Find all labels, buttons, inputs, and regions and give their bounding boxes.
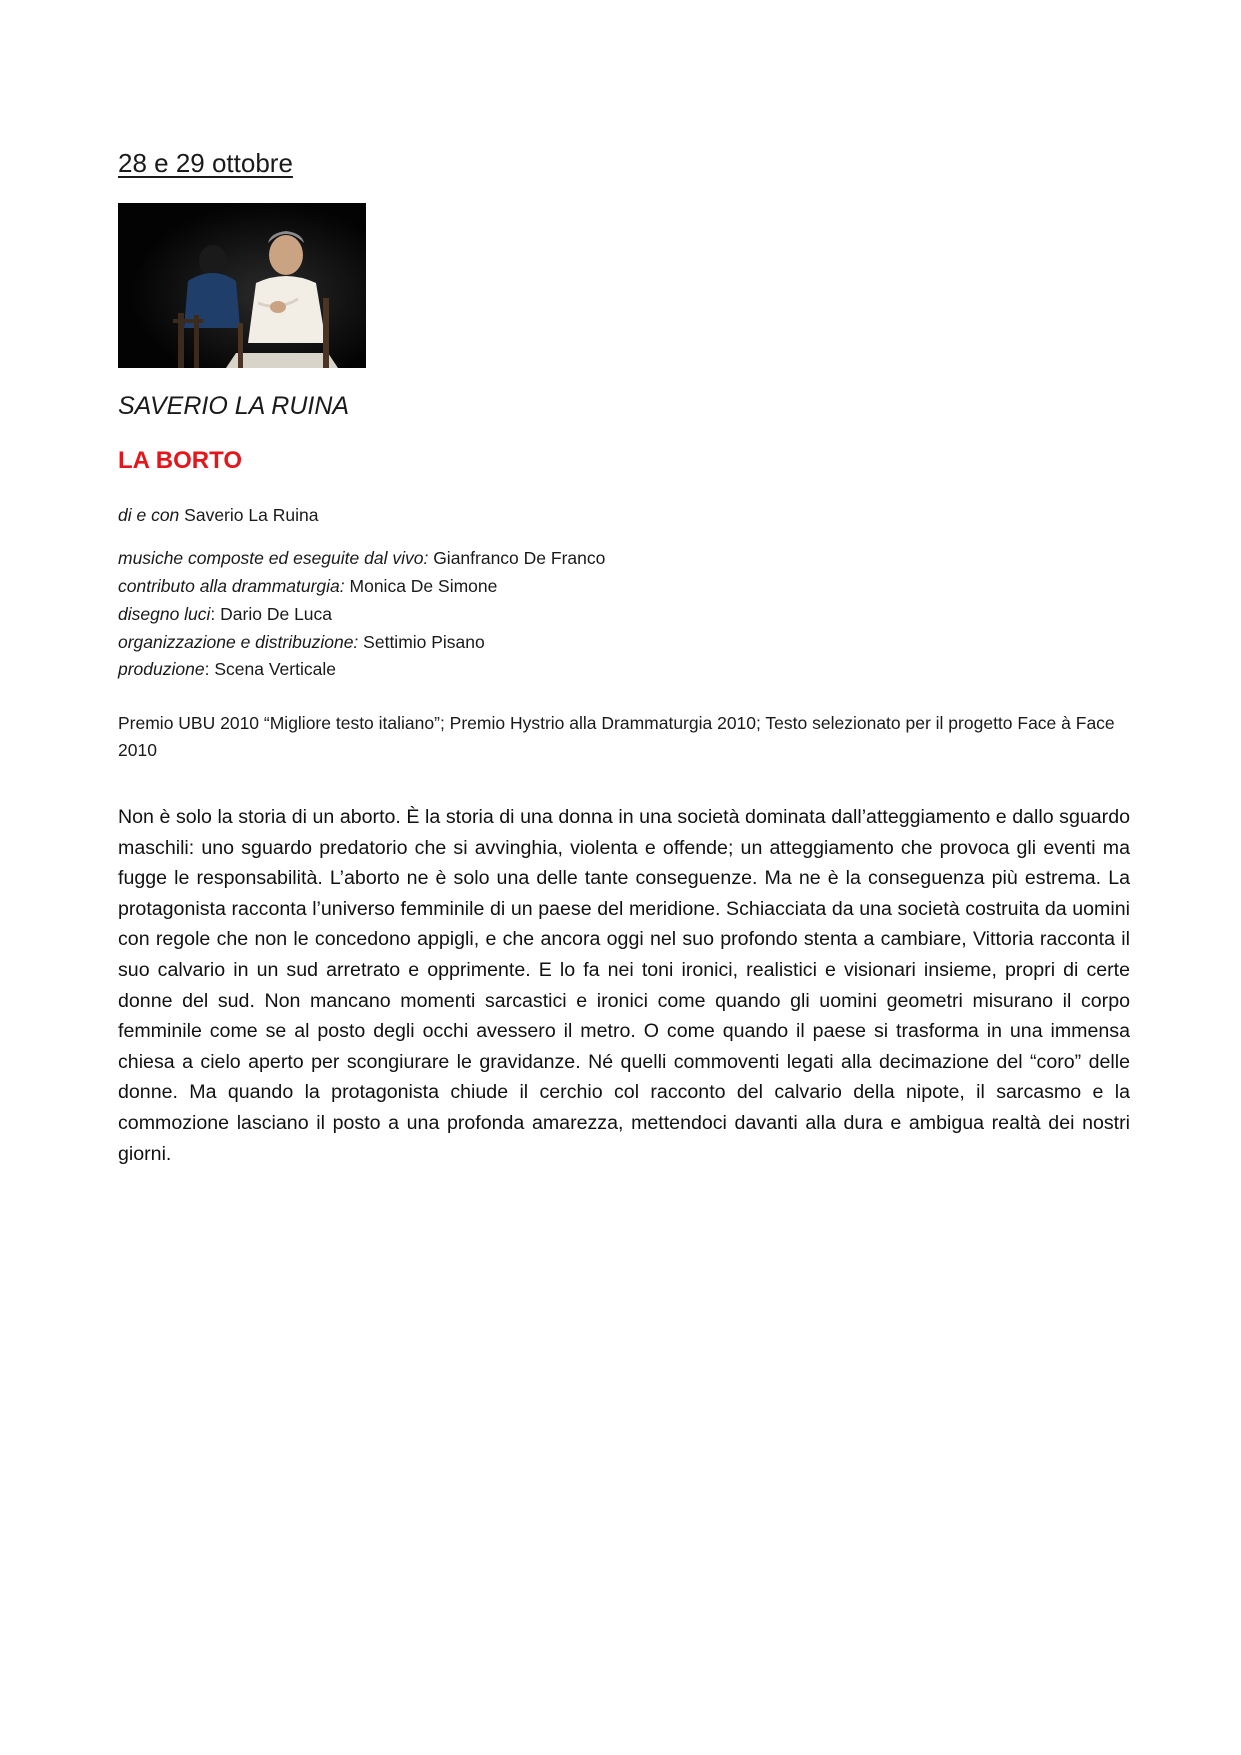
- credit-lighting: [118, 604, 332, 625]
- credit-name: Settimio Pisano: [363, 632, 485, 652]
- credit-dramaturgy: [118, 576, 497, 597]
- credit-name: Monica De Simone: [349, 576, 498, 596]
- event-date: 28 e 29 ottobre: [118, 148, 293, 178]
- credit-role: contributo alla drammaturgia:: [118, 576, 345, 596]
- show-photo: [118, 203, 366, 368]
- credit-sep: :: [204, 659, 215, 679]
- credit-name: Gianfranco De Franco: [433, 548, 606, 568]
- credit-role: organizzazione e distribuzione:: [118, 632, 359, 652]
- artist-name: SAVERIO LA RUINA: [118, 392, 350, 420]
- awards-paragraph: Premio UBU 2010 “Migliore testo italiano”; Premio Hystrio alla Drammaturgia 2010; Testo selezionato per il progetto Face à Face 2010: [118, 713, 1115, 760]
- credit-production: [118, 659, 336, 680]
- credit-music: [118, 548, 605, 569]
- credit-sep: :: [210, 604, 221, 624]
- show-title: LA BORTO: [118, 447, 242, 474]
- credit-name: Saverio La Ruina: [184, 505, 319, 525]
- credit-name: Dario De Luca: [220, 604, 333, 624]
- credit-role: musiche composte ed eseguite dal vivo:: [118, 548, 429, 568]
- credit-role: di e con: [118, 505, 180, 525]
- credit-name: Scena Verticale: [214, 659, 336, 679]
- description-paragraph: Non è solo la storia di un aborto. È la storia di una donna in una società dominata dall’atteggiamento e dallo sguardo maschili: uno sguardo predatorio che si avvinghia, violenta e offende; un atteggiamento che provoca gli eventi ma fugge le responsabilità. L’aborto ne è solo una delle tante conseguenze. Ma ne è la conseguenza più estrema. La protagonista racconta l’universo femminile di un paese del meridione. Schiacciata da una società costruita da uomini con regole che non le concedono appigli, e che ancora oggi nel suo profondo stenta a cambiare, Vittoria racconta il suo calvario in un sud arretrato e opprimente. E lo fa nei toni ironici, realistici e visionari insieme, propri di certe donne del sud. Non mancano momenti sarcastici e ironici come quando gli uomini geometri misurano il corpo femminile come se al posto degli occhi avessero il metro. O come quando il paese si trasforma in una immensa chiesa a cielo aperto per scongiurare le gravidanze. Né quelli commoventi legati alla decimazione del “coro” delle donne. Ma quando la protagonista chiude il cerchio col racconto del calvario della nipote, il sarcasmo e la commozione lasciano il posto a una profonda amarezza, mettendoci davanti alla dura e ambigua realtà dei nostri giorni.: [118, 806, 1130, 1165]
- credit-role: disegno luci: [118, 604, 211, 624]
- credit-role: produzione: [118, 659, 205, 679]
- credit-organization: [118, 632, 485, 653]
- author-credit: [118, 505, 318, 526]
